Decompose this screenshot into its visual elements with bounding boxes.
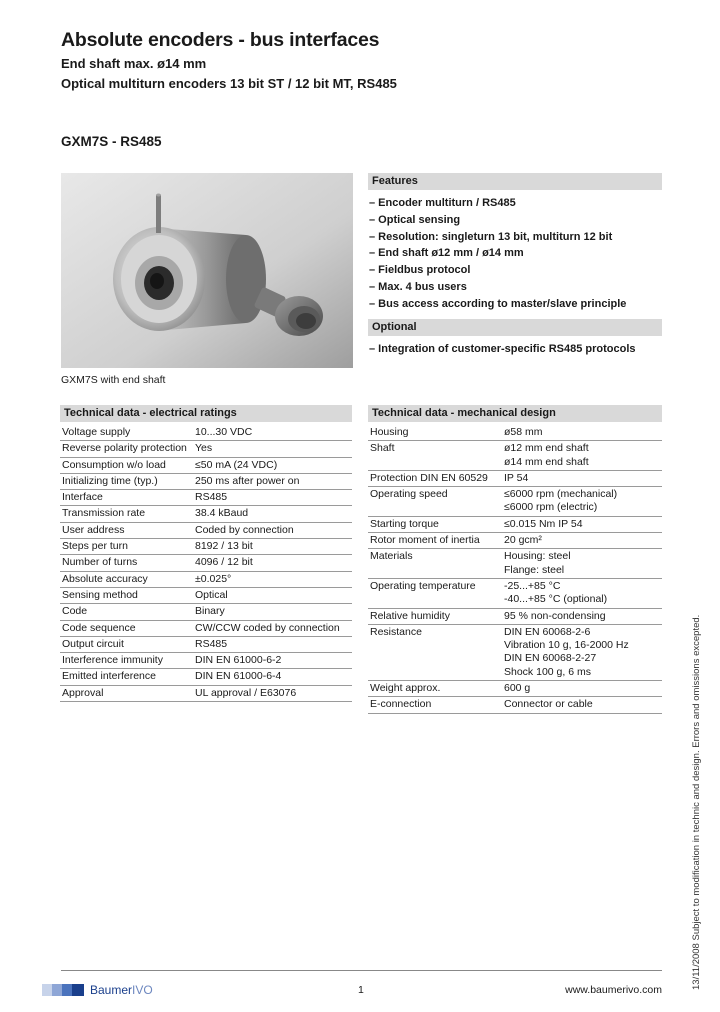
- table-row: [60, 473, 352, 489]
- table-row: [368, 697, 662, 713]
- spec-label: Interface: [60, 490, 195, 506]
- table-row: [60, 685, 352, 701]
- spec-value: 600 g: [504, 681, 662, 697]
- spec-label: Reverse polarity protection: [60, 441, 195, 457]
- table-row: [60, 457, 352, 473]
- list-item: – Bus access according to master/slave principle: [369, 297, 627, 310]
- table-row: [60, 522, 352, 538]
- table-row: [60, 425, 352, 441]
- spec-label: Materials: [368, 549, 504, 579]
- spec-label: Weight approx.: [368, 681, 504, 697]
- optional-heading: Optional: [368, 319, 662, 336]
- table-row: [368, 681, 662, 697]
- spec-value: Optical: [195, 587, 352, 603]
- spec-label: Output circuit: [60, 636, 195, 652]
- table-row: [60, 669, 352, 685]
- table-row: [368, 549, 662, 579]
- table-row: [368, 516, 662, 532]
- table-row: [60, 620, 352, 636]
- table-row: [60, 636, 352, 652]
- subtitle-encoder-type: Optical multiturn encoders 13 bit ST / 12 bit MT, RS485: [61, 76, 397, 91]
- table-row: [60, 490, 352, 506]
- spec-label: Code: [60, 604, 195, 620]
- spec-value: ≤6000 rpm (mechanical) ≤6000 rpm (electric): [504, 487, 662, 517]
- list-item: – Max. 4 bus users: [369, 280, 467, 293]
- table-row: [368, 624, 662, 680]
- spec-label: Voltage supply: [60, 425, 195, 441]
- product-photo: [61, 173, 353, 368]
- spec-label: Transmission rate: [60, 506, 195, 522]
- table-row: [60, 571, 352, 587]
- table-row: [60, 539, 352, 555]
- photo-caption: GXM7S with end shaft: [61, 374, 166, 386]
- table-row: [368, 487, 662, 517]
- table-row: [368, 578, 662, 608]
- page-number: 1: [358, 984, 364, 996]
- list-item: – Integration of customer-specific RS485 protocols: [369, 343, 636, 355]
- spec-label: Operating temperature: [368, 578, 504, 608]
- spec-label: Relative humidity: [368, 608, 504, 624]
- optional-list: [369, 341, 636, 357]
- spec-label: E-connection: [368, 697, 504, 713]
- spec-value: RS485: [195, 490, 352, 506]
- spec-value: DIN EN 60068-2-6 Vibration 10 g, 16-2000 Hz DIN EN 60068-2-27 Shock 100 g, 6 ms: [504, 624, 662, 680]
- spec-value: ø12 mm end shaft ø14 mm end shaft: [504, 441, 662, 471]
- spec-label: User address: [60, 522, 195, 538]
- spec-label: Starting torque: [368, 516, 504, 532]
- mechanical-table: [368, 425, 662, 714]
- spec-label: Initializing time (typ.): [60, 473, 195, 489]
- brand-main: Baumer: [90, 983, 133, 997]
- spec-value: RS485: [195, 636, 352, 652]
- spec-label: Housing: [368, 425, 504, 441]
- subtitle-shaft: End shaft max. ø14 mm: [61, 56, 207, 71]
- spec-label: Steps per turn: [60, 539, 195, 555]
- spec-label: Code sequence: [60, 620, 195, 636]
- spec-value: UL approval / E63076: [195, 685, 352, 701]
- spec-label: Consumption w/o load: [60, 457, 195, 473]
- electrical-table: [60, 425, 352, 702]
- spec-value: 8192 / 13 bit: [195, 539, 352, 555]
- spec-value: 95 % non-condensing: [504, 608, 662, 624]
- spec-value: Yes: [195, 441, 352, 457]
- spec-label: Number of turns: [60, 555, 195, 571]
- list-item: – End shaft ø12 mm / ø14 mm: [369, 247, 524, 260]
- list-item: – Optical sensing: [369, 213, 461, 226]
- list-item: – Encoder multiturn / RS485: [369, 197, 516, 209]
- table-row: [60, 506, 352, 522]
- table-row: [60, 587, 352, 603]
- spec-value: -25...+85 °C -40...+85 °C (optional): [504, 578, 662, 608]
- spec-value: ≤50 mA (24 VDC): [195, 457, 352, 473]
- page-title: Absolute encoders - bus interfaces: [61, 29, 380, 51]
- spec-label: Sensing method: [60, 587, 195, 603]
- table-row: [368, 608, 662, 624]
- spec-value: 10...30 VDC: [195, 425, 352, 441]
- table-row: [60, 441, 352, 457]
- features-heading: Features: [368, 173, 662, 190]
- website-link[interactable]: www.baumerivo.com: [565, 984, 662, 996]
- spec-value: 4096 / 12 bit: [195, 555, 352, 571]
- mechanical-heading: Technical data - mechanical design: [368, 405, 662, 422]
- table-row: [368, 425, 662, 441]
- spec-value: 38.4 kBaud: [195, 506, 352, 522]
- spec-value: Housing: steel Flange: steel: [504, 549, 662, 579]
- side-note: 13/11/2008 Subject to modification in technic and design. Errors and omissions excepted.: [691, 614, 702, 990]
- table-row: [60, 604, 352, 620]
- brand-sub: IVO: [132, 983, 153, 997]
- spec-value: DIN EN 61000-6-2: [195, 653, 352, 669]
- spec-value: ≤0.015 Nm IP 54: [504, 516, 662, 532]
- spec-label: Emitted interference: [60, 669, 195, 685]
- spec-value: ±0.025°: [195, 571, 352, 587]
- table-row: [60, 653, 352, 669]
- table-row: [60, 555, 352, 571]
- spec-value: IP 54: [504, 470, 662, 486]
- table-row: [368, 470, 662, 486]
- spec-label: Resistance: [368, 624, 504, 680]
- spec-label: Approval: [60, 685, 195, 701]
- logo-bars-icon: [42, 984, 84, 996]
- spec-label: Operating speed: [368, 487, 504, 517]
- list-item: – Fieldbus protocol: [369, 264, 471, 277]
- spec-value: Connector or cable: [504, 697, 662, 713]
- spec-value: Binary: [195, 604, 352, 620]
- spec-value: 20 gcm²: [504, 533, 662, 549]
- table-row: [368, 441, 662, 471]
- spec-value: DIN EN 61000-6-4: [195, 669, 352, 685]
- spec-label: Absolute accuracy: [60, 571, 195, 587]
- spec-label: Interference immunity: [60, 653, 195, 669]
- table-row: [368, 533, 662, 549]
- footer-divider: [61, 970, 662, 971]
- spec-value: ø58 mm: [504, 425, 662, 441]
- spec-label: Protection DIN EN 60529: [368, 470, 504, 486]
- spec-label: Rotor moment of inertia: [368, 533, 504, 549]
- list-item: – Resolution: singleturn 13 bit, multiturn 12 bit: [369, 230, 613, 243]
- spec-value: CW/CCW coded by connection: [195, 620, 352, 636]
- model-name: GXM7S - RS485: [61, 134, 162, 149]
- electrical-heading: Technical data - electrical ratings: [60, 405, 352, 422]
- spec-label: Shaft: [368, 441, 504, 471]
- features-list: [369, 195, 626, 313]
- spec-value: 250 ms after power on: [195, 473, 352, 489]
- spec-value: Coded by connection: [195, 522, 352, 538]
- brand-logo: [42, 982, 153, 998]
